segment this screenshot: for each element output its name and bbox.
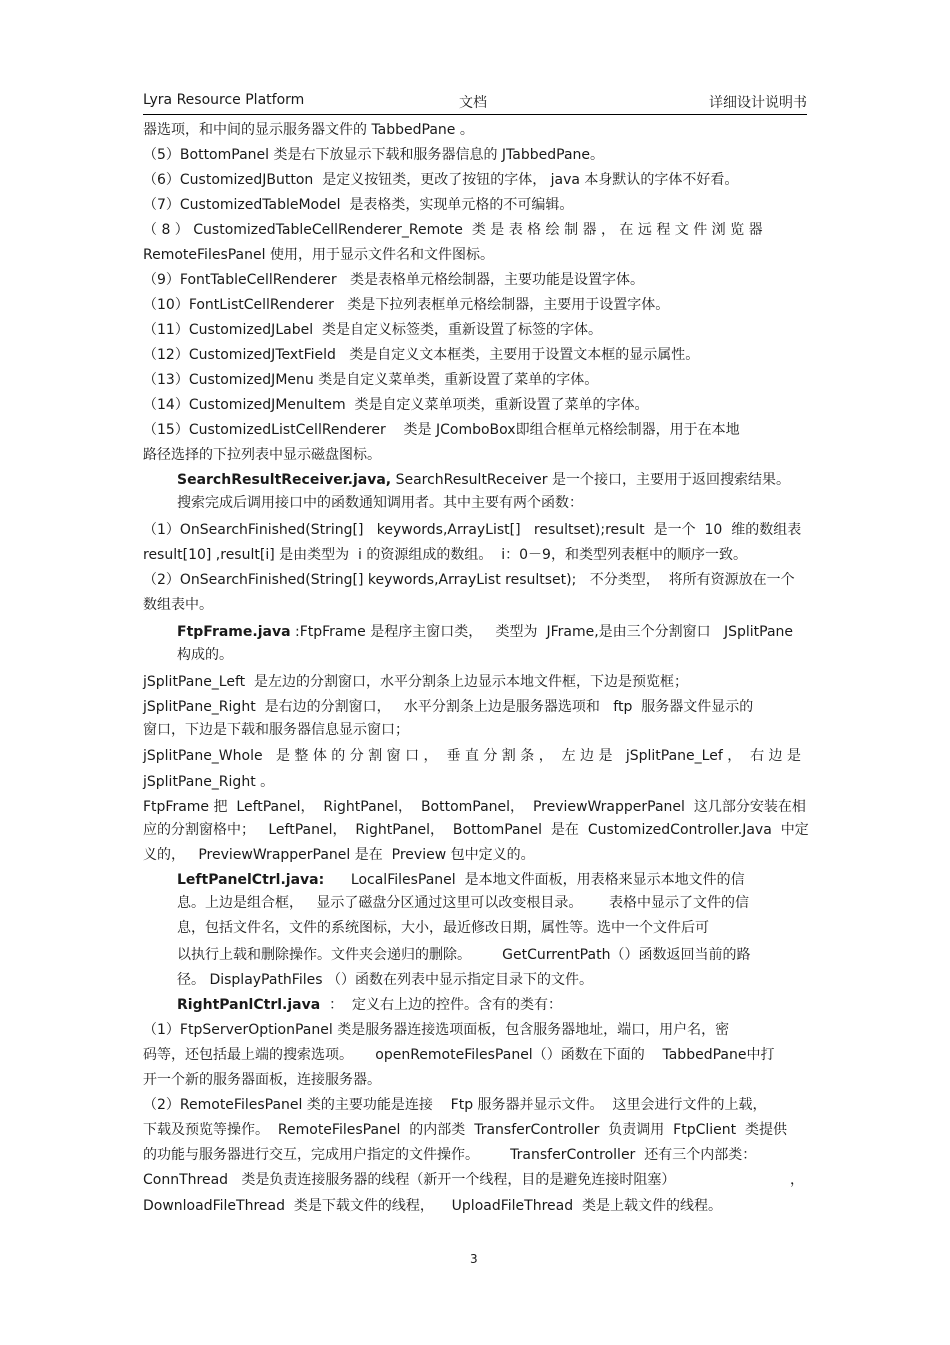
text-line: （2）OnSearchFinished(String[] keywords,ArrayList resultset); 不分类型， 将所有资源放在一个 — [143, 572, 795, 588]
text-line: （13）CustomizedJMenu 类是自定义菜单类，重新设置了菜单的字体。 — [143, 372, 599, 388]
text-line: 以执行上载和删除操作。文件夹会递归的删除。 GetCurrentPath（）函数返回当前的路 — [177, 947, 751, 963]
text-line: jSplitPane_Left 是左边的分割窗口，水平分割条上边显示本地文件框，下边是预览框； — [143, 674, 689, 690]
text-line: 数组表中。 — [143, 597, 213, 613]
section-intro: ： 定义右上边的控件。含有的类有： — [320, 997, 562, 1013]
text-line: （10）FontListCellRenderer 类是下拉列表框单元格绘制器，主要用于设置字体。 — [143, 297, 670, 313]
text-line: （ 8 ） CustomizedTableCellRenderer_Remote 类 是 表 格 绘 制 器 ， 在 远 程 文 件 浏 览 器 — [143, 222, 763, 238]
text-line: （5）BottomPanel 类是右下放显示下载和服务器信息的 JTabbedPane。 — [143, 147, 605, 163]
text-line: 径。 DisplayPathFiles （）函数在列表中显示指定目录下的文件。 — [177, 972, 593, 988]
text-line: jSplitPane_Whole 是 整 体 的 分 割 窗 口 ， 垂 直 分 割 条 ， 左 边 是 jSplitPane_Lef ， 右 边 是 — [143, 748, 802, 764]
header-center: 文档 — [459, 95, 487, 111]
text-line: jSplitPane_Right 。 — [143, 774, 275, 790]
text-line: 构成的。 — [177, 647, 233, 663]
section-intro: LocalFilesPanel 是本地文件面板，用表格来显示本地文件的信 — [324, 872, 745, 888]
text-line: （7）CustomizedTableModel 是表格类，实现单元格的不可编辑。 — [143, 197, 574, 213]
page-number: 3 — [470, 1252, 478, 1266]
section-line — [177, 996, 562, 1014]
text-line: 下载及预览等操作。 RemoteFilesPanel 的内部类 TransferController 负责调用 FtpClient 类提供 — [143, 1122, 788, 1138]
section-heading: LeftPanelCtrl.java: — [177, 872, 325, 888]
text-line: （9）FontTableCellRenderer 类是表格单元格绘制器，主要功能是设置字体。 — [143, 272, 645, 288]
text-line: 搜索完成后调用接口中的函数通知调用者。其中主要有两个函数： — [177, 495, 583, 511]
text-line: jSplitPane_Right 是右边的分割窗口， 水平分割条上边是服务器选项和 ftp 服务器文件显示的 — [143, 699, 754, 715]
page-header — [143, 88, 807, 115]
text-line: 路径选择的下拉列表中显示磁盘图标。 — [143, 447, 381, 463]
text-line: 应的分割窗格中； LeftPanel， RightPanel， BottomPanel 是在 CustomizedController.Java 中定 — [143, 822, 809, 838]
text-line: （1）FtpServerOptionPanel 类是服务器连接选项面板，包含服务器地址，端口，用户名，密 — [143, 1022, 730, 1038]
section-line — [177, 623, 793, 641]
trailing-comma: ， — [790, 1172, 804, 1188]
text-line: FtpFrame 把 LeftPanel， RightPanel， BottomPanel， PreviewWrapperPanel 这几部分安装在相 — [143, 799, 806, 815]
section-heading: FtpFrame.java — [177, 624, 291, 640]
section-intro: :FtpFrame 是程序主窗口类， 类型为 JFrame,是由三个分割窗口 JSplitPane — [290, 624, 794, 640]
text-line: ConnThread 类是负责连接服务器的线程（新开一个线程，目的是避免连接时阻塞） — [143, 1172, 676, 1188]
text-line: 义的， PreviewWrapperPanel 是在 Preview 包中定义的。 — [143, 847, 535, 863]
text-line: result[10] ,result[i] 是由类型为 i 的资源组成的数组。 i：0－9，和类型列表框中的顺序一致。 — [143, 547, 747, 563]
section-line — [177, 471, 790, 489]
text-line: （14）CustomizedJMenuItem 类是自定义菜单项类，重新设置了菜单的字体。 — [143, 397, 649, 413]
header-right: 详细设计说明书 — [709, 95, 807, 111]
text-line: 息。上边是组合框， 显示了磁盘分区通过这里可以改变根目录。 表格中显示了文件的信 — [177, 895, 750, 911]
section-intro: SearchResultReceiver 是一个接口，主要用于返回搜索结果。 — [391, 472, 790, 488]
text-line: （2）RemoteFilesPanel 类的主要功能是连接 Ftp 服务器并显示文件。 这里会进行文件的上载， — [143, 1097, 767, 1113]
text-line: 息，包括文件名，文件的系统图标，大小，最近修改日期，属性等。选中一个文件后可 — [177, 920, 709, 936]
text-line: 开一个新的服务器面板，连接服务器。 — [143, 1072, 381, 1088]
text-line: 码等，还包括最上端的搜索选项。 openRemoteFilesPanel（）函数在下面的 TabbedPane中打 — [143, 1047, 775, 1063]
section-heading: SearchResultReceiver.java, — [177, 472, 392, 488]
text-line: DownloadFileThread 类是下载文件的线程， UploadFileThread 类是上载文件的线程。 — [143, 1198, 723, 1214]
text-line: 窗口，下边是下载和服务器信息显示窗口； — [143, 722, 409, 738]
text-line: RemoteFilesPanel 使用，用于显示文件名和文件图标。 — [143, 247, 494, 263]
text-line: 的功能与服务器进行交互，完成用户指定的文件操作。 TransferController 还有三个内部类： — [143, 1147, 757, 1163]
text-line: （15）CustomizedListCellRenderer 类是 JComboBox即组合框单元格绘制器，用于在本地 — [143, 422, 740, 438]
section-heading: RightPanlCtrl.java — [177, 997, 321, 1013]
text-line: （6）CustomizedJButton 是定义按钮类，更改了按钮的字体， java 本身默认的字体不好看。 — [143, 172, 739, 188]
text-line: （1）OnSearchFinished(String[] keywords,ArrayList[] resultset);result 是一个 10 维的数组表 — [143, 522, 802, 538]
text-line: （12）CustomizedJTextField 类是自定义文本框类，主要用于设置文本框的显示属性。 — [143, 347, 700, 363]
text-line: （11）CustomizedJLabel 类是自定义标签类，重新设置了标签的字体。 — [143, 322, 602, 338]
header-left: Lyra Resource Platform — [143, 92, 305, 108]
text-line: 器选项，和中间的显示服务器文件的 TabbedPane 。 — [143, 122, 474, 138]
section-line — [177, 871, 745, 889]
